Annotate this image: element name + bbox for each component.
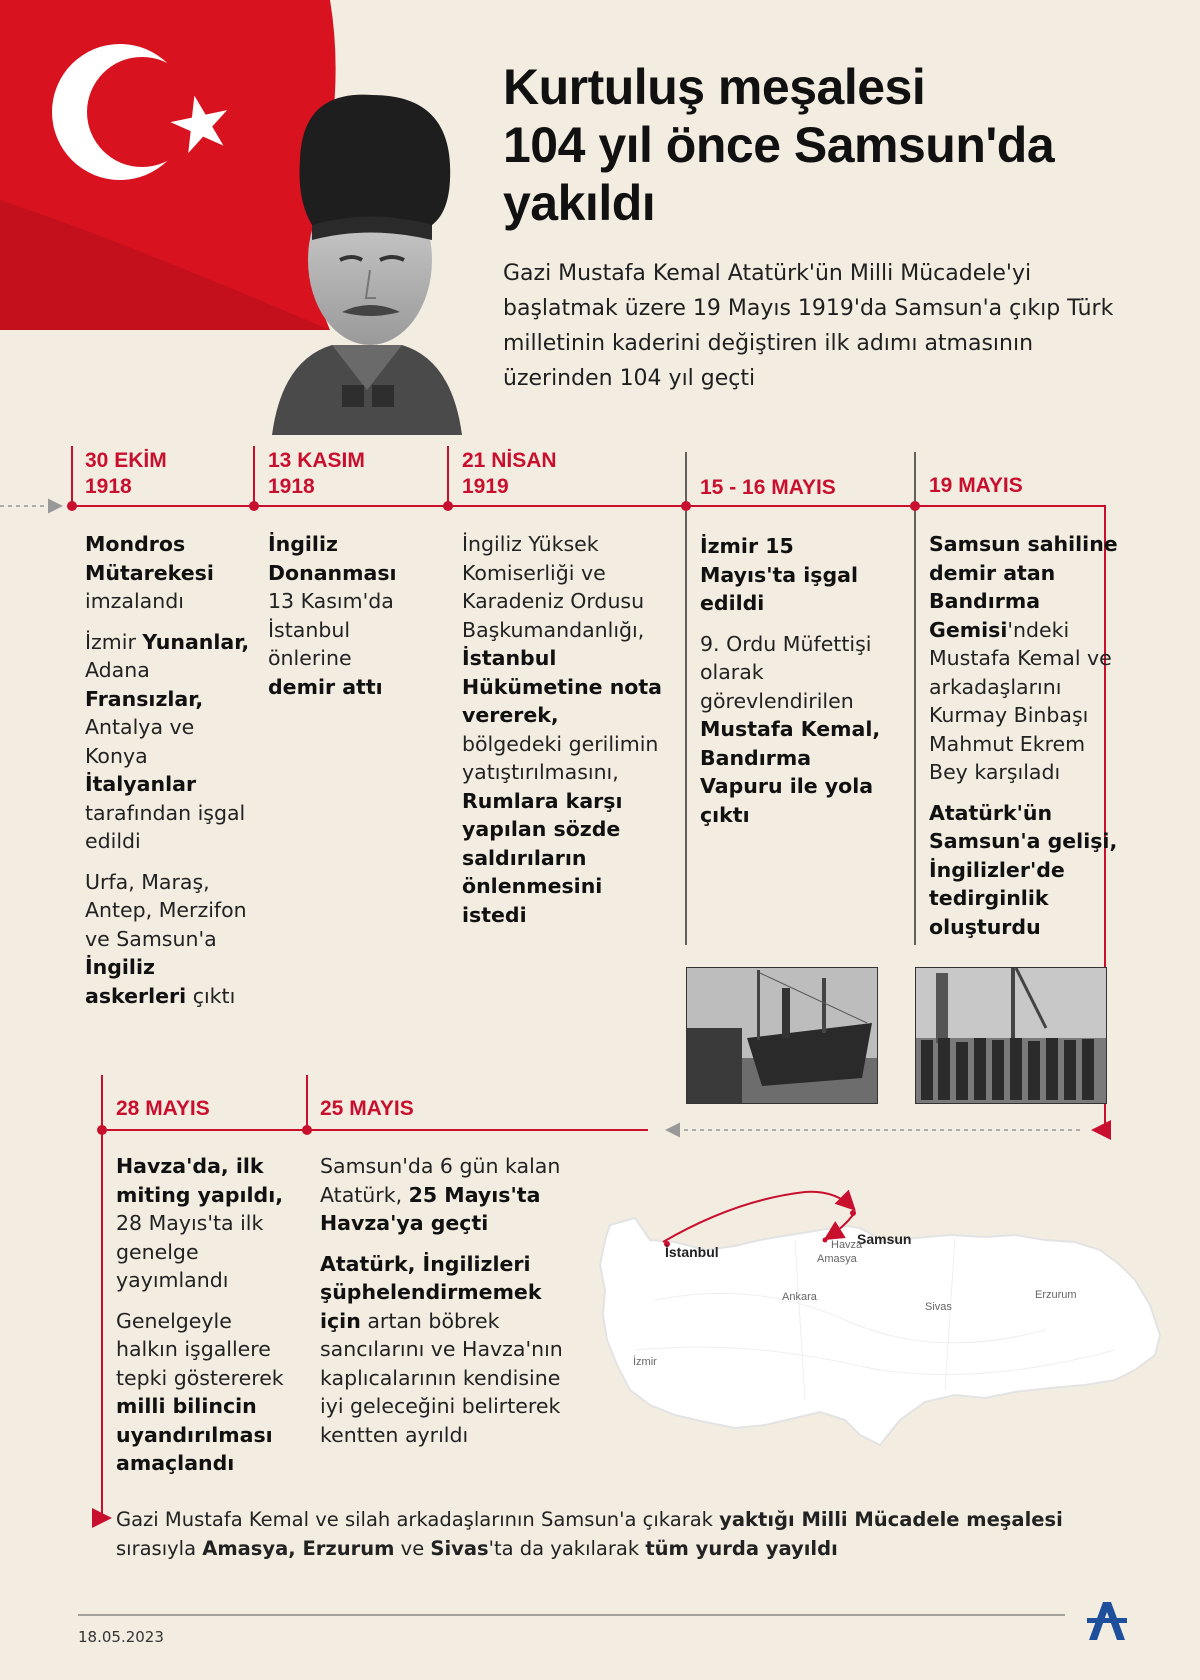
emphasis-text: Mondros Mütarekesi [85,532,214,585]
closing-note [116,1505,1126,1563]
emphasis-text: Mustafa Kemal, Bandırma Vapuru ile yola çıktı [700,717,881,827]
event-text-21-nisan [462,530,662,941]
body-text: Adana [85,658,150,682]
body-text: sırasıyla [116,1537,203,1560]
event-paragraph [320,1250,575,1450]
body-text: İngiliz Yüksek Komiserliği ve Karadeniz Ordusu Başkumandanlığı, [462,532,645,642]
emphasis-text: istedi [462,902,527,927]
body-text: imzalandı [85,589,184,613]
body-text: bölgedeki gerilimin yatıştırılmasını, [462,731,659,784]
emphasis-text: Atatürk'ün Samsun'a gelişi, İngilizler'de tedirginlik oluşturdu [929,800,1118,939]
date-line: 15 - 16 MAYIS [700,476,836,499]
samsun-arrival-photo [915,967,1107,1104]
page-title-line-3: yakıldı [503,175,656,231]
event-paragraph [85,530,260,616]
event-date-30-ekim [85,448,167,500]
emphasis-text: demir attı [268,674,383,699]
body-text: 'ta da yakılarak [488,1537,646,1560]
map-city-erzurum: Erzurum [1035,1289,1077,1301]
date-line: 21 NİSAN [462,449,557,472]
body-text: ve [394,1537,431,1560]
event-paragraph [320,1152,575,1238]
emphasis-text: İngiliz askerleri [85,955,187,1008]
event-paragraph [700,630,895,830]
emphasis-text: Atatürk, İngilizleri şüphelendirmemek için [320,1251,542,1333]
emphasis-text: İtalyanlar [85,772,197,796]
event-text-25-mayis [320,1152,575,1461]
date-line: 19 MAYIS [929,474,1023,497]
bandirma-ship-photo [686,967,878,1104]
event-paragraph [929,530,1124,787]
event-date-25-mayis [320,1096,414,1122]
date-line: 28 MAYIS [116,1097,210,1120]
map-city-amasya: Amasya [817,1253,857,1265]
body-text: tarafından işgal edildi [85,800,246,853]
date-line: 1919 [462,475,509,498]
emphasis-text: Rumlara karşı yapılan sözde saldırıların önlenmesini [462,788,623,898]
map-city-sivas: Sivas [925,1301,952,1313]
aa-logo-text: AA [1106,1636,1108,1637]
event-date-15-16-mayis [700,475,836,501]
event-paragraph [85,868,260,1011]
emphasis-text: Sivas [430,1537,489,1560]
body-text: Antalya ve Konya [85,715,195,768]
page-title-line-1: Kurtuluş meşalesi [503,59,926,115]
event-paragraph [85,628,260,856]
page-title-line-2: 104 yıl önce Samsun'da [503,117,1055,173]
emphasis-text: milli bilincin uyandırılması amaçlandı [116,1394,273,1475]
emphasis-text: yaktığı Milli Mücadele meşalesi [719,1508,1063,1531]
emphasis-text: Amasya, Erzurum [202,1537,395,1560]
event-paragraph [116,1152,296,1295]
body-text: artan böbrek sancılarını ve Havza'nın kaplıcalarının kendisine iyi geleceğini belirterek kentten ayrıldı [320,1308,563,1447]
emphasis-text: tüm yurda yayıldı [645,1537,838,1560]
emphasis-text: Fransızlar, [85,686,204,711]
body-text: 13 Kasım'da İstanbul önlerine [268,589,394,670]
event-date-21-nisan [462,448,557,500]
event-paragraph [929,799,1124,942]
emphasis-text: Havza'da, ilk miting yapıldı, [116,1154,284,1207]
emphasis-text: İzmir 15 Mayıs'ta işgal edildi [700,534,859,615]
body-text: 'ndeki Mustafa Kemal ve arkadaşlarını Kurmay Binbaşı Mahmut Ekrem Bey karşıladı [929,617,1112,784]
body-text: İzmir [85,629,143,654]
turkey-route-map [595,1180,1165,1455]
body-text: Gazi Mustafa Kemal ve silah arkadaşlarının Samsun'a çıkarak [116,1508,720,1531]
body-text: 9. Ordu Müfettişi olarak görevlendirilen [700,631,872,713]
event-text-30-ekim [85,530,260,1022]
date-line: 1918 [85,475,132,498]
aa-logo [1083,1596,1131,1644]
map-city-samsun: Samsun [857,1231,912,1247]
date-line: 13 KASIM [268,449,365,472]
event-paragraph [700,532,895,618]
intro-text: Gazi Mustafa Kemal Atatürk'ün Milli Mücadele'yi başlatmak üzere 19 Mayıs 1919'da Samsun'a çıkıp Türk milletinin kaderini değiştiren ilk adımı atmasının üzerinden 104 yıl geçti [503,261,1114,391]
body-text: Samsun'da 6 gün kalan Atatürk, [320,1154,561,1207]
event-text-19-mayis [929,530,1124,953]
body-text: çıktı [186,983,236,1008]
map-city-izmir: İzmir [633,1356,657,1368]
map-city-havza: Havza [831,1239,863,1251]
event-date-19-mayis [929,473,1023,499]
map-city-istanbul: İstanbul [665,1244,719,1260]
event-text-15-16-mayis [700,532,895,841]
emphasis-text: Yunanlar, [142,629,250,654]
event-date-28-mayis [116,1096,210,1122]
map-city-ankara: Ankara [782,1291,817,1303]
event-text-28-mayis [116,1152,296,1490]
emphasis-text: 25 Mayıs'ta Havza'ya geçti [320,1182,541,1235]
event-paragraph [462,530,662,929]
emphasis-text: İngiliz Donanması [268,532,397,585]
event-date-13-kasim [268,448,365,500]
emphasis-text: İstanbul Hükümetine nota vererek, [462,646,663,727]
body-text: Urfa, Maraş, Antep, Merzifon ve Samsun'a [85,869,247,951]
event-paragraph [116,1307,296,1478]
event-paragraph [268,530,418,701]
emphasis-text: Samsun sahiline demir atan Bandırma Gemisi [929,532,1118,642]
date-line: 1918 [268,475,315,498]
event-text-13-kasim [268,530,418,713]
body-text: 28 Mayıs'ta ilk genelge yayımlandı [116,1211,264,1292]
body-text: Genelgeyle halkın işgallere tepki göstererek [116,1308,284,1390]
publish-date: 18.05.2023 [78,1628,164,1646]
date-line: 25 MAYIS [320,1097,414,1120]
date-line: 30 EKİM [85,449,167,472]
